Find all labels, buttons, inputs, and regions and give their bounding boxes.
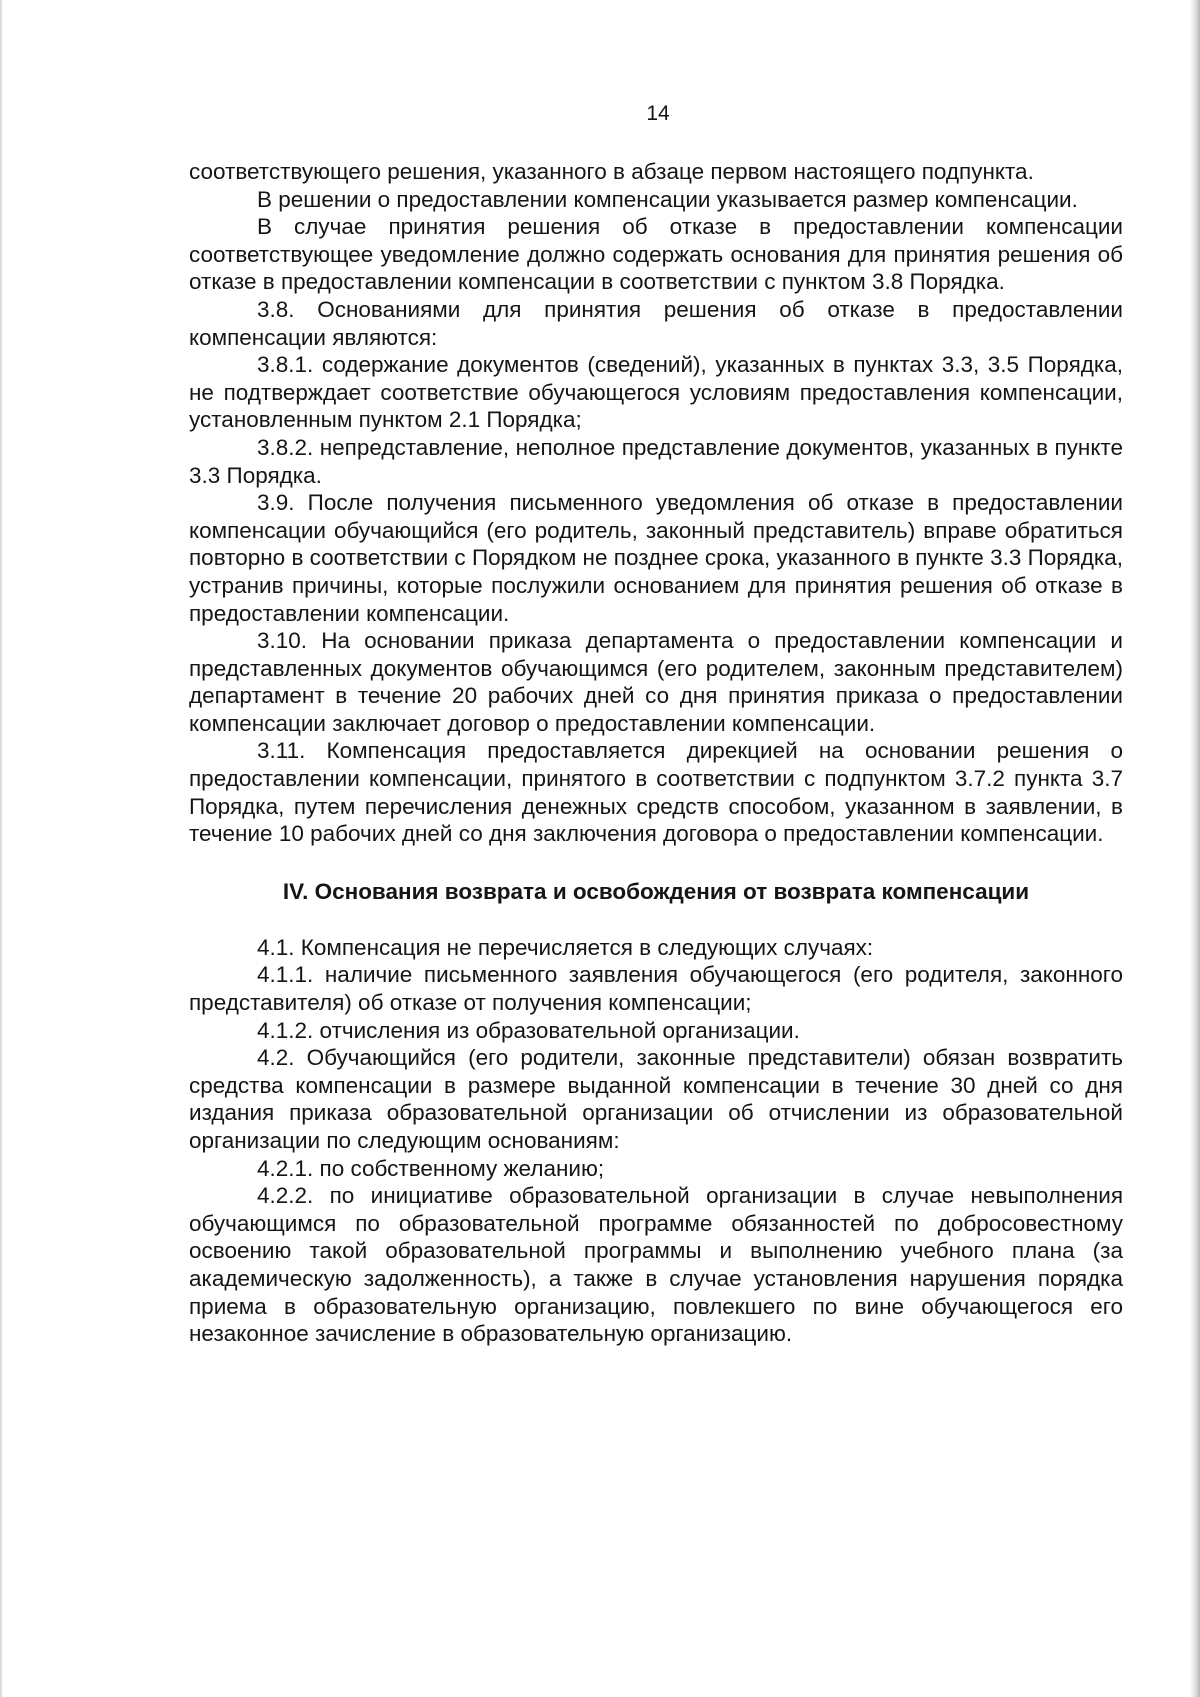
scan-edge-left [0,0,3,1697]
paragraph: 4.1.2. отчисления из образовательной организации. [257,1017,800,1043]
paragraph: 4.1. Компенсация не перечисляется в следующих случаях: [257,934,874,960]
paragraph: соответствующего решения, указанного в абзаце первом настоящего подпункта. [189,159,1034,184]
section-heading: IV. Основания возврата и освобождения от возврата компенсации [282,878,1030,904]
paragraph: 4.2.1. по собственному желанию; [257,1155,605,1181]
paragraph: 4.2.2. по инициативе образовательной организации в случае невыполнения обучающимся по образовательной программе обязанностей по добросовестному освоению такой образовательной программы и выполнению учебного плана (за академическую задолженность), а также в случае установления нарушения порядка приема в образовательную организацию, повлекшего по вине обучающегося его незаконное зачисление в образовательную организацию. [189,1183,1123,1347]
paragraph: В случае принятия решения об отказе в предоставлении компенсации соответствующее уведомление должно содержать основания для принятия решения об отказе в предоставлении компенсации в соответствии с пунктом 3.8 Порядка. [189,214,1123,295]
paragraph: В решении о предоставлении компенсации указывается размер компенсации. [257,186,1078,212]
paragraph: 3.8. Основаниями для принятия решения об отказе в предоставлении компенсации являются: [189,296,1123,350]
paragraph: 4.2. Обучающийся (его родители, законные представители) обязан возвратить средства компенсации в размере выданной компенсации в течение 30 дней со дня издания приказа образовательной организации об отчислении из образовательной организации по следующим основаниям: [189,1045,1123,1153]
scan-edge-right [1190,0,1200,1697]
paragraphs-bottom [189,934,1123,1348]
paragraph: 3.11. Компенсация предоставляется дирекцией на основании решения о предоставлении компенсации, принятого в соответствии с подпунктом 3.7.2 пункта 3.7 Порядка, путем перечисления денежных средств способом, указанном в заявлении, в течение 10 рабочих дней со дня заключения договора о предоставлении компенсации. [189,738,1123,847]
paragraph: 3.9. После получения письменного уведомления об отказе в предоставлении компенсации обучающийся (его родитель, законный представитель) вправе обратиться повторно в соответствии с Порядком не позднее срока, указанного в пункте 3.3 Порядка, устранив причины, которые послужили основанием для принятия решения об отказе в предоставлении компенсации. [189,490,1123,626]
paragraph: 3.10. На основании приказа департамента о предоставлении компенсации и представленных документов обучающимся (его родителем, законным представителем) департамент в течение 20 рабочих дней со дня принятия приказа о предоставлении компенсации заключает договор о предоставлении компенсации. [189,628,1123,736]
page-number: 14 [646,102,670,125]
paragraph: 3.8.2. непредставление, неполное представление документов, указанных в пункте 3.3 Порядка. [189,434,1123,488]
document-body [189,158,1123,1348]
paragraph: 3.8.1. содержание документов (сведений), указанных в пунктах 3.3, 3.5 Порядка, не подтверждает соответствие обучающегося условиям предоставления компенсации, установленным пунктом 2.1 Порядка; [189,352,1123,433]
paragraphs-top [189,158,1123,848]
paragraph: 4.1.1. наличие письменного заявления обучающегося (его родителя, законного представителя) об отказе от получения компенсации; [189,962,1123,1016]
